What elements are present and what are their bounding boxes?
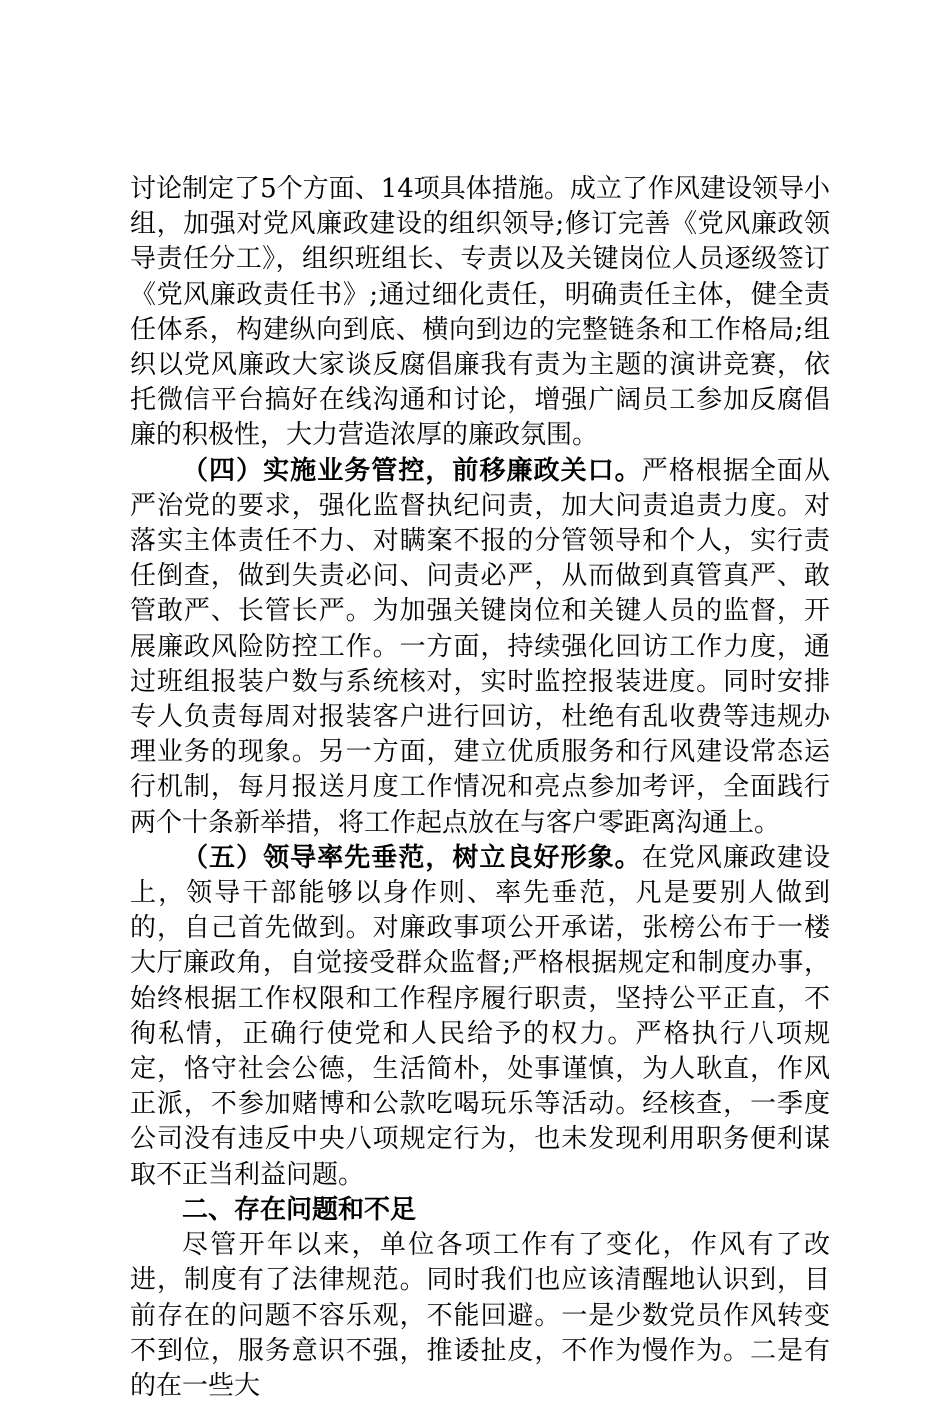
paragraph-lead-four: （四）实施业务管控，前移廉政关口。 <box>182 455 642 486</box>
paragraph-lead-five: （五）领导率先垂范，树立良好形象。 <box>182 842 642 873</box>
paragraph-problems <box>130 1228 830 1404</box>
section-heading: 二、存在问题和不足 <box>182 1194 417 1225</box>
paragraph-text: 尽管开年以来，单位各项工作有了变化，作风有了改进，制度有了法律规范。同时我们也应该清醒地认识到，目前存在的问题不容乐观，不能回避。一是少数党员作风转变不到位，服务意识不强，推诿扯皮，不作为慢作为。二是有的在一些大 <box>130 1230 830 1401</box>
paragraph-text: 讨论制定了5个方面、14项具体措施。成立了作风建设领导小组，加强对党风廉政建设的组织领导;修订完善《党风廉政领导责任分工》，组织班组长、专责以及关键岗位人员逐级签订《党风廉政责任书》;通过细化责任，明确责任主体，健全责任体系，构建纵向到底、横向到边的完整链条和工作格局;组织以党风廉政大家谈反腐倡廉我有责为主题的演讲竞赛，依托微信平台搞好在线沟通和讨论，增强广阔员工参加反腐倡廉的积极性，大力营造浓厚的廉政氛围。 <box>130 174 830 451</box>
paragraph-text: 在党风廉政建设上，领导干部能够以身作则、率先垂范，凡是要别人做到的，自己首先做到。对廉政事项公开承诺，张榜公布于一楼大厅廉政角，自觉接受群众监督;严格根据规定和制度办事，始终根据工作权限和工作程序履行职责，坚持公平正直，不徇私情，正确行使党和人民给予的权力。严格执行八项规定，恪守社会公德，生活简朴，处事谨慎，为人耿直，作风正派，不参加赌博和公款吃喝玩乐等活动。经核查，一季度公司没有违反中央八项规定行为，也未发现利用职务便利谋取不正当利益问题。 <box>130 842 830 1190</box>
paragraph-text: 严格根据全面从严治党的要求，强化监督执纪问责，加大问责追责力度。对落实主体责任不力、对瞒案不报的分管领导和个人，实行责任倒查，做到失责必问、问责必严，从而做到真管真严、敢管敢严、长管长严。为加强关键岗位和关键人员的监督，开展廉政风险防控工作。一方面，持续强化回访工作力度，通过班组报装户数与系统核对，实时监控报装进度。同时安排专人负责每周对报装客户进行回访，杜绝有乱收费等违规办理业务的现象。另一方面，建立优质服务和行风建设常态运行机制，每月报送月度工作情况和亮点参加考评，全面践行两个十条新举措，将工作起点放在与客户零距离沟通上。 <box>130 455 830 838</box>
document-body <box>130 172 830 1404</box>
paragraph-item-five <box>130 841 830 1193</box>
paragraph-item-four <box>130 454 830 841</box>
paragraph-continuation <box>130 172 830 454</box>
